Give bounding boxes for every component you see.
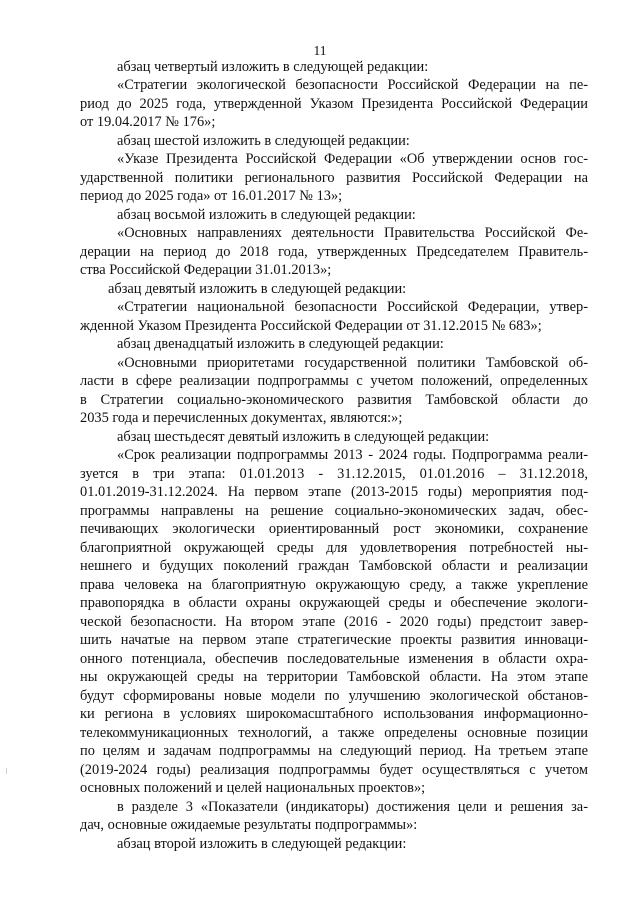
text-line: от 19.04.2017 № 176»;	[80, 114, 216, 130]
scan-speck	[6, 768, 7, 774]
text-line: нешнего и будущих поколений граждан Тамбовской области и реализации	[80, 558, 588, 574]
text-line: абзац второй изложить в следующей редакции:	[117, 836, 407, 852]
text-line: ласти в сфере реализации подпрограммы с учетом положений, определенных	[80, 373, 588, 389]
text-line: ударственной политики регионального развития Российской Федерации на	[80, 170, 588, 186]
text-line: ческой безопасности. На втором этапе (2016 - 2020 годы) предстоит завер-	[80, 614, 588, 630]
text-line: ны окружающей среды на территории Тамбовской области. На этом этапе	[80, 669, 588, 685]
text-line: правопорядка в области охраны окружающей среды и обеспечение экологи-	[80, 595, 588, 611]
text-line: ки региона в условиях широкомасштабного использования информационно-	[80, 706, 588, 722]
text-line: печивающих экологически ориентированный рост экономики, сохранение	[80, 521, 588, 537]
text-line: абзац шестой изложить в следующей редакции:	[117, 133, 410, 149]
text-line: «Срок реализации подпрограммы 2013 - 2024 годы. Подпрограмма реали-	[117, 447, 588, 463]
text-line: телекоммуникационных технологий, а также определены основные позиции	[80, 725, 588, 741]
text-line: абзац девятый изложить в следующей редакции:	[108, 281, 407, 297]
text-line: дерации на период до 2018 года, утвержденных Председателем Правитель-	[80, 244, 588, 260]
text-line: «Стратегии национальной безопасности Российской Федерации, утвер-	[117, 299, 588, 315]
text-line: абзац восьмой изложить в следующей редакции:	[117, 207, 416, 223]
text-line: по целям и задачам подпрограммы на следующий период. На третьем этапе	[80, 743, 588, 759]
text-line: «Указе Президента Российской Федерации «Об утверждении основ гос-	[117, 151, 588, 167]
text-line: 01.01.2019-31.12.2024. На первом этапе (2013-2015 годы) мероприятия под-	[80, 484, 588, 500]
text-line: «Основных направлениях деятельности Правительства Российской Фе-	[117, 225, 588, 241]
text-line: в разделе 3 «Показатели (индикаторы) достижения цели и решения за-	[117, 799, 588, 815]
text-line: абзац шестьдесят девятый изложить в следующей редакции:	[117, 429, 490, 445]
text-line: зуется в три этапа: 01.01.2013 - 31.12.2015, 01.01.2016 – 31.12.2018,	[80, 466, 588, 482]
text-line: шить начатые на первом этапе стратегические проекты развития инноваци-	[80, 632, 588, 648]
text-line: «Стратегии экологической безопасности Российской Федерации на пе-	[117, 77, 588, 93]
text-line: основных положений и целей национальных проектов»;	[80, 780, 426, 796]
text-line: онного потенциала, обеспечив последовательные изменения в области охра-	[80, 651, 588, 667]
text-line: абзац двенадцатый изложить в следующей редакции:	[117, 336, 444, 352]
text-line: риод до 2025 года, утвержденной Указом Президента Российской Федерации	[80, 96, 588, 112]
text-line: будут сформированы новые модели по улучшению экологической обстанов-	[80, 688, 588, 704]
text-line: благоприятной окружающей среды для удовлетворения потребностей ны-	[80, 540, 588, 556]
text-line: дач, основные ожидаемые результаты подпрограммы»:	[80, 817, 418, 833]
text-line: в Стратегии социально-экономического развития Тамбовской области до	[80, 392, 588, 408]
text-line: программы направлены на решение социально-экономических задач, обес-	[80, 503, 588, 519]
text-line: ства Российской Федерации 31.01.2013»;	[80, 262, 332, 278]
text-line: период до 2025 года» от 16.01.2017 № 13»;	[80, 188, 343, 204]
text-line: (2019-2024 годы) реализация подпрограммы будет осуществляться с учетом	[80, 762, 588, 778]
text-line: «Основными приоритетами государственной политики Тамбовской об-	[117, 355, 588, 371]
page-number: 11	[313, 43, 327, 58]
text-line: 2035 года и перечисленных документах, являются:»;	[80, 410, 403, 426]
text-line: права человека на благоприятную окружающую среду, а также укрепление	[80, 577, 588, 593]
text-line: абзац четвертый изложить в следующей редакции:	[117, 59, 429, 75]
text-line: жденной Указом Президента Российской Федерации от 31.12.2015 № 683»;	[80, 318, 542, 334]
